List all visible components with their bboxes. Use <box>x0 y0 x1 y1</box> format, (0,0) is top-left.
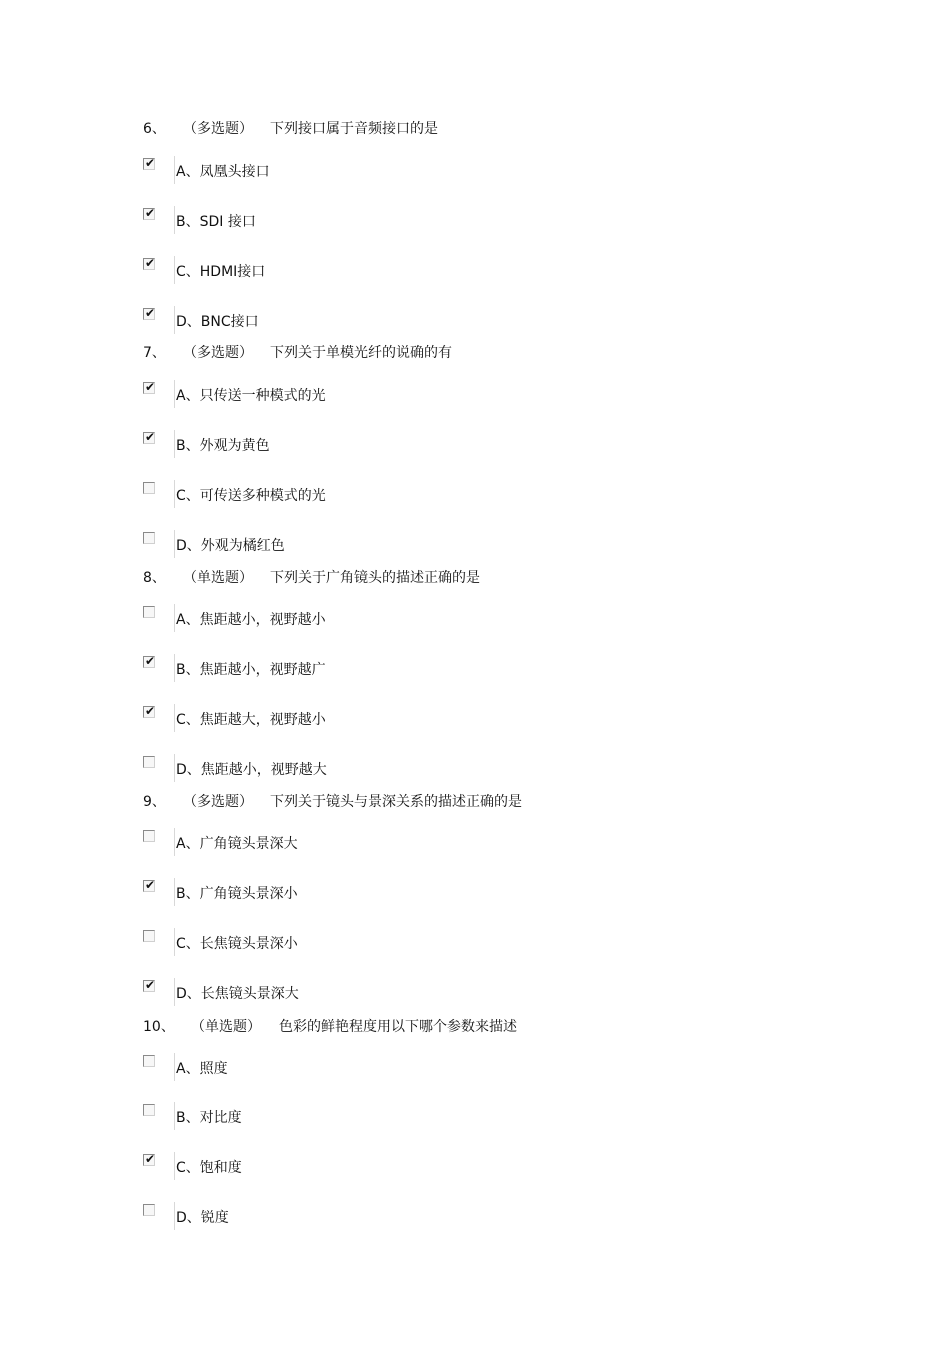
option-label: B、SDI 接口 <box>176 214 256 230</box>
option-label: C、长焦镜头景深小 <box>176 936 298 952</box>
question-type: （单选题） <box>191 1019 261 1035</box>
option-label: D、锐度 <box>176 1210 229 1226</box>
checkbox[interactable] <box>143 482 155 494</box>
option-label: C、可传送多种模式的光 <box>176 488 326 504</box>
checkmark-icon: ✔ <box>145 978 156 992</box>
question-6 <box>0 119 950 330</box>
option-label: B、广角镜头景深小 <box>176 886 298 902</box>
checkbox[interactable] <box>143 308 155 320</box>
option-c[interactable] <box>143 258 643 294</box>
checkbox[interactable] <box>143 208 155 220</box>
option-divider <box>174 978 175 1006</box>
question-number: 6、 <box>143 121 166 137</box>
option-a[interactable] <box>143 830 643 866</box>
checkbox[interactable] <box>143 158 155 170</box>
option-divider <box>174 928 175 956</box>
checkmark-icon: ✔ <box>145 704 156 718</box>
option-divider <box>174 828 175 856</box>
option-label: D、BNC接口 <box>176 314 259 330</box>
option-divider <box>174 530 175 558</box>
option-a[interactable] <box>143 606 643 642</box>
question-8 <box>0 568 950 778</box>
option-b[interactable] <box>143 432 643 468</box>
question-type: （多选题） <box>183 794 253 810</box>
checkbox[interactable] <box>143 830 155 842</box>
option-divider <box>174 1202 175 1230</box>
option-a[interactable] <box>143 158 643 194</box>
checkbox[interactable] <box>143 432 155 444</box>
option-d[interactable] <box>143 532 643 568</box>
question-number: 9、 <box>143 794 166 810</box>
option-label: A、只传送一种模式的光 <box>176 388 326 404</box>
option-d[interactable] <box>143 1204 643 1240</box>
question-type: （单选题） <box>183 570 253 586</box>
question-type: （多选题） <box>183 121 253 137</box>
question-number: 7、 <box>143 345 166 361</box>
option-label: C、饱和度 <box>176 1160 242 1176</box>
checkmark-icon: ✔ <box>145 654 156 668</box>
checkbox[interactable] <box>143 706 155 718</box>
checkbox[interactable] <box>143 880 155 892</box>
option-b[interactable] <box>143 880 643 916</box>
question-number: 10、 <box>143 1019 175 1035</box>
checkmark-icon: ✔ <box>145 380 156 394</box>
question-text: 下列接口属于音频接口的是 <box>270 121 438 137</box>
option-divider <box>174 1102 175 1130</box>
option-label: A、照度 <box>176 1061 228 1077</box>
checkbox[interactable] <box>143 930 155 942</box>
option-label: D、长焦镜头景深大 <box>176 986 299 1002</box>
question-text: 下列关于广角镜头的描述正确的是 <box>270 570 480 586</box>
checkmark-icon: ✔ <box>145 256 156 270</box>
checkbox[interactable] <box>143 756 155 768</box>
option-divider <box>174 430 175 458</box>
option-b[interactable] <box>143 1104 643 1140</box>
option-divider <box>174 480 175 508</box>
checkmark-icon: ✔ <box>145 878 156 892</box>
option-divider <box>174 206 175 234</box>
checkbox[interactable] <box>143 1154 155 1166</box>
option-divider <box>174 1053 175 1081</box>
option-label: B、外观为黄色 <box>176 438 270 454</box>
option-c[interactable] <box>143 1154 643 1190</box>
option-d[interactable] <box>143 308 643 344</box>
option-label: A、广角镜头景深大 <box>176 836 298 852</box>
option-label: C、焦距越大，视野越小 <box>176 712 326 728</box>
option-divider <box>174 754 175 782</box>
question-number: 8、 <box>143 570 166 586</box>
option-label: B、焦距越小，视野越广 <box>176 662 326 678</box>
checkmark-icon: ✔ <box>145 306 156 320</box>
option-divider <box>174 878 175 906</box>
checkmark-icon: ✔ <box>145 206 156 220</box>
checkbox[interactable] <box>143 1204 155 1216</box>
question-text: 下列关于单模光纤的说确的有 <box>270 345 452 361</box>
option-divider <box>174 704 175 732</box>
option-label: A、凤凰头接口 <box>176 164 270 180</box>
option-divider <box>174 306 175 334</box>
option-divider <box>174 156 175 184</box>
question-type: （多选题） <box>183 345 253 361</box>
option-label: A、焦距越小，视野越小 <box>176 612 326 628</box>
option-a[interactable] <box>143 382 643 418</box>
option-label: D、焦距越小，视野越大 <box>176 762 327 778</box>
checkbox[interactable] <box>143 382 155 394</box>
question-10 <box>0 1017 950 1226</box>
question-9 <box>0 792 950 1002</box>
option-d[interactable] <box>143 980 643 1016</box>
checkmark-icon: ✔ <box>145 430 156 444</box>
option-c[interactable] <box>143 706 643 742</box>
checkbox[interactable] <box>143 606 155 618</box>
question-7 <box>0 343 950 554</box>
question-text: 下列关于镜头与景深关系的描述正确的是 <box>270 794 522 810</box>
option-label: B、对比度 <box>176 1110 242 1126</box>
checkbox[interactable] <box>143 980 155 992</box>
option-divider <box>174 256 175 284</box>
option-b[interactable] <box>143 656 643 692</box>
checkbox[interactable] <box>143 656 155 668</box>
option-divider <box>174 380 175 408</box>
checkbox[interactable] <box>143 532 155 544</box>
option-divider <box>174 1152 175 1180</box>
checkmark-icon: ✔ <box>145 1152 156 1166</box>
checkbox[interactable] <box>143 1055 155 1067</box>
option-divider <box>174 604 175 632</box>
option-d[interactable] <box>143 756 643 792</box>
option-divider <box>174 654 175 682</box>
option-c[interactable] <box>143 930 643 966</box>
checkmark-icon: ✔ <box>145 156 156 170</box>
option-label: C、HDMI接口 <box>176 264 266 280</box>
option-label: D、外观为橘红色 <box>176 538 285 554</box>
option-c[interactable] <box>143 482 643 518</box>
question-text: 色彩的鲜艳程度用以下哪个参数来描述 <box>279 1019 517 1035</box>
checkbox[interactable] <box>143 258 155 270</box>
option-b[interactable] <box>143 208 643 244</box>
option-a[interactable] <box>143 1055 643 1091</box>
checkbox[interactable] <box>143 1104 155 1116</box>
